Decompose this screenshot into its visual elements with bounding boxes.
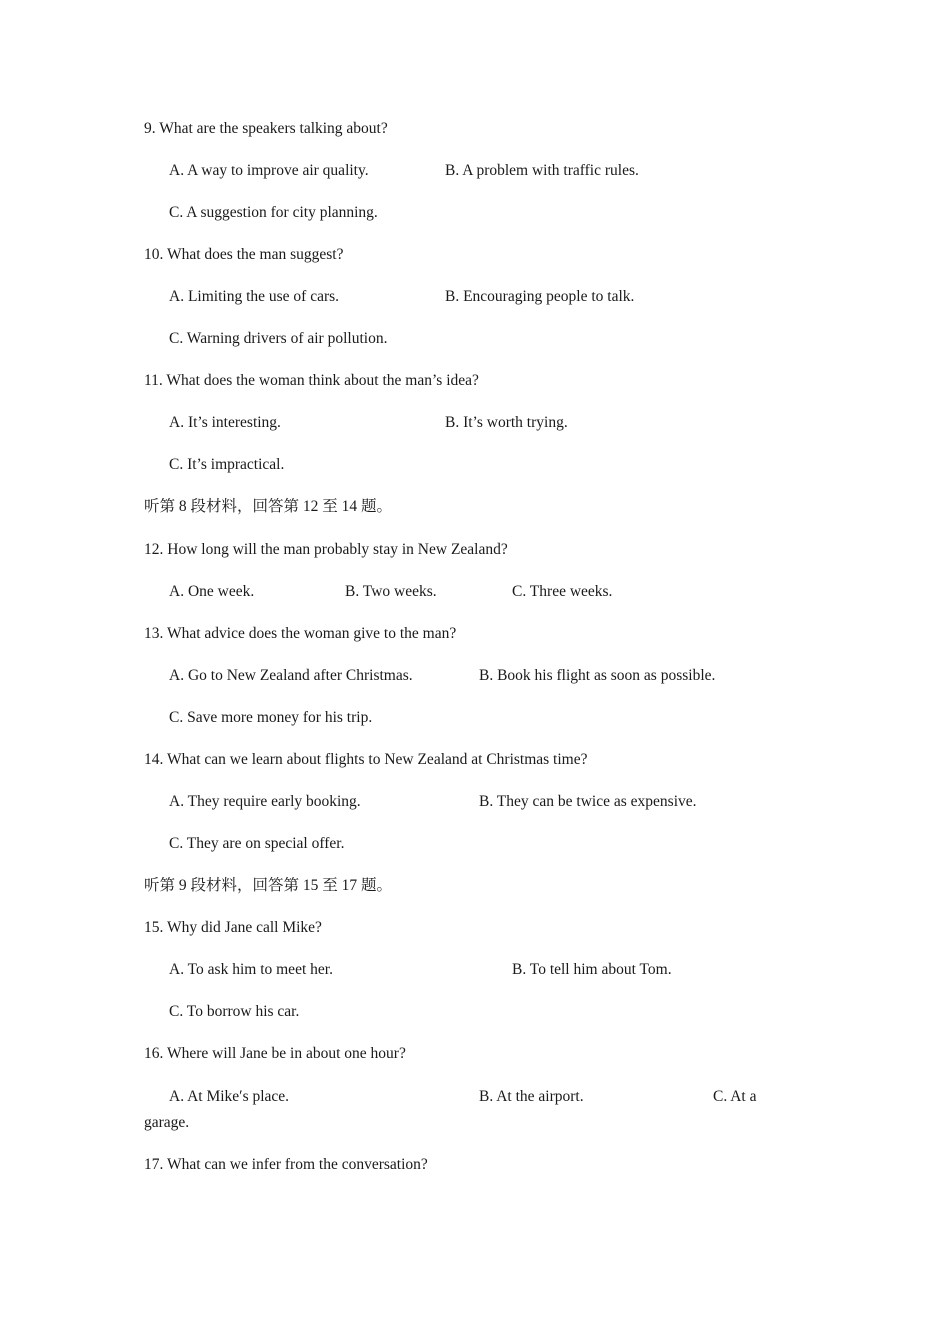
question-stem: 13. What advice does the woman give to the man? xyxy=(144,625,457,642)
option-c: C. To borrow his car. xyxy=(169,1003,300,1020)
option-c: C. Warning drivers of air pollution. xyxy=(169,330,388,347)
question-stem: 9. What are the speakers talking about? xyxy=(144,120,388,137)
option-a: A. They require early booking. xyxy=(169,793,361,810)
option-b: B. Encouraging people to talk. xyxy=(445,288,635,305)
question-stem: 11. What does the woman think about the man’s idea? xyxy=(144,372,479,389)
option-a: A. To ask him to meet her. xyxy=(169,961,333,978)
question-stem: 14. What can we learn about flights to New Zealand at Christmas time? xyxy=(144,751,588,768)
option-c: C. At a xyxy=(713,1088,757,1105)
section-8-instruction: 听第 8 段材料，回答第 12 至 14 题。 xyxy=(144,498,393,515)
option-b: B. A problem with traffic rules. xyxy=(445,162,639,179)
option-c: C. Three weeks. xyxy=(512,583,613,600)
option-b: B. Two weeks. xyxy=(345,583,437,600)
option-a: A. It’s interesting. xyxy=(169,414,281,431)
section-9-instruction: 听第 9 段材料，回答第 15 至 17 题。 xyxy=(144,877,393,894)
option-b: B. They can be twice as expensive. xyxy=(479,793,697,810)
option-a: A. Go to New Zealand after Christmas. xyxy=(169,667,413,684)
option-b: B. It’s worth trying. xyxy=(445,414,568,431)
option-a: A. At Mike′s place. xyxy=(169,1088,290,1105)
option-a: A. One week. xyxy=(169,583,255,600)
question-stem: 16. Where will Jane be in about one hour? xyxy=(144,1045,406,1062)
option-b: B. Book his flight as soon as possible. xyxy=(479,667,716,684)
option-b: B. To tell him about Tom. xyxy=(512,961,672,978)
question-stem: 17. What can we infer from the conversation? xyxy=(144,1156,428,1173)
option-b: B. At the airport. xyxy=(479,1088,584,1105)
option-c: C. Save more money for his trip. xyxy=(169,709,373,726)
question-stem: 12. How long will the man probably stay in New Zealand? xyxy=(144,541,508,558)
option-c-continuation: garage. xyxy=(144,1114,190,1131)
option-c: C. They are on special offer. xyxy=(169,835,345,852)
option-a: A. A way to improve air quality. xyxy=(169,162,369,179)
option-a: A. Limiting the use of cars. xyxy=(169,288,340,305)
option-c: C. It’s impractical. xyxy=(169,456,285,473)
question-stem: 15. Why did Jane call Mike? xyxy=(144,919,322,936)
option-c: C. A suggestion for city planning. xyxy=(169,204,378,221)
question-stem: 10. What does the man suggest? xyxy=(144,246,344,263)
